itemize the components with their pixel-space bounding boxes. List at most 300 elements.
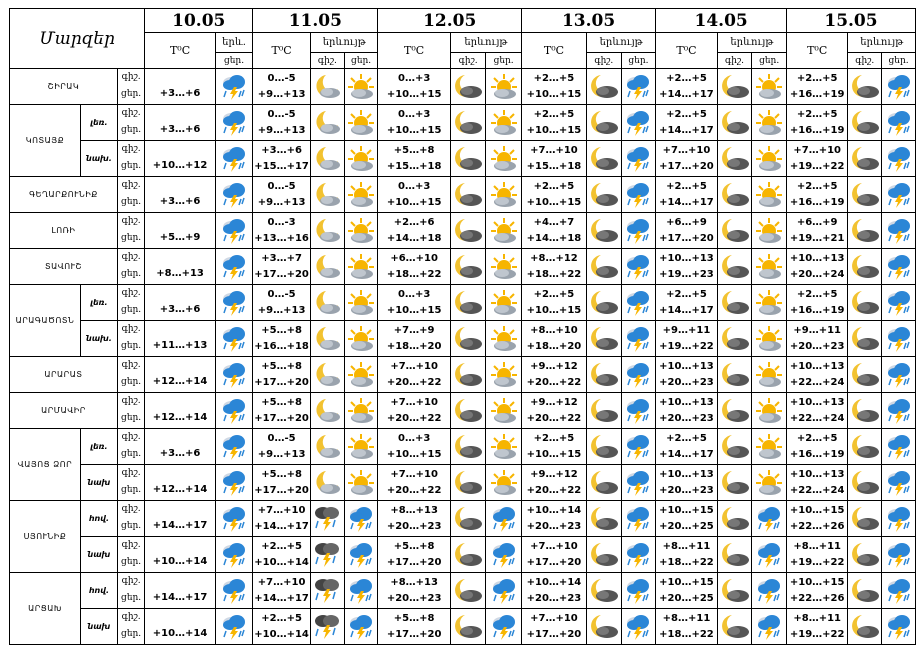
sun-behind-cloud-icon bbox=[486, 429, 522, 465]
night-temperature: +5…+8 bbox=[261, 324, 302, 336]
moon-dark-cloud-icon bbox=[586, 357, 621, 393]
day-temperature: +12…+14 bbox=[145, 465, 216, 501]
moon-dark-cloud-icon bbox=[450, 177, 486, 213]
cloud-rain-lightning-icon bbox=[882, 609, 916, 645]
forecast-row bbox=[10, 429, 916, 465]
sun-behind-cloud-icon bbox=[486, 105, 522, 141]
night-temperature: +7…+10 bbox=[390, 360, 438, 372]
day-temperature: +20…+23 bbox=[386, 520, 442, 532]
day-label: ցեր. bbox=[121, 197, 142, 207]
forecast-row bbox=[10, 141, 916, 177]
day-temperature: +12…+14 bbox=[145, 393, 216, 429]
day-temperature: +10…+15 bbox=[386, 448, 442, 460]
day-temperature: +20…+24 bbox=[789, 268, 845, 280]
cloud-rain-lightning-icon bbox=[621, 69, 656, 105]
night-temperature: +5…+8 bbox=[261, 468, 302, 480]
cloud-rain-lightning-icon bbox=[215, 141, 252, 177]
moon-behind-cloud-icon bbox=[310, 321, 344, 357]
cloud-rain-lightning-icon bbox=[215, 537, 252, 573]
day-temperature: +13…+16 bbox=[254, 232, 309, 244]
moon-behind-cloud-icon bbox=[310, 429, 344, 465]
day-temperature: +3…+6 bbox=[145, 105, 216, 141]
moon-dark-cloud-icon bbox=[586, 573, 621, 609]
sun-behind-cloud-icon bbox=[486, 141, 522, 177]
cloud-rain-lightning-icon bbox=[621, 285, 656, 321]
cloud-rain-lightning-icon bbox=[621, 213, 656, 249]
moon-behind-cloud-icon bbox=[310, 213, 344, 249]
cloud-rain-lightning-icon bbox=[882, 69, 916, 105]
temperature-range bbox=[656, 465, 717, 501]
forecast-row bbox=[10, 357, 916, 393]
temperature-range bbox=[656, 393, 717, 429]
moon-dark-cloud-icon bbox=[717, 609, 752, 645]
cloud-rain-lightning-icon bbox=[621, 249, 656, 285]
cloud-rain-lightning-icon bbox=[344, 609, 378, 645]
sun-behind-cloud-icon bbox=[486, 321, 522, 357]
cloud-rain-lightning-icon bbox=[486, 501, 522, 537]
day-temperature: +17…+20 bbox=[659, 232, 714, 244]
temperature-range bbox=[521, 249, 586, 285]
moon-dark-cloud-icon bbox=[586, 69, 621, 105]
temperature-range bbox=[378, 609, 450, 645]
moon-dark-cloud-icon bbox=[450, 213, 486, 249]
cloud-rain-lightning-icon bbox=[882, 429, 916, 465]
day-temperature: +10…+14 bbox=[254, 628, 309, 640]
temperature-range bbox=[253, 321, 311, 357]
moon-dark-cloud-icon bbox=[586, 465, 621, 501]
night-temperature: 0…-3 bbox=[267, 216, 296, 228]
moon-dark-cloud-icon bbox=[586, 429, 621, 465]
temperature-range bbox=[378, 429, 450, 465]
moon-dark-cloud-icon bbox=[717, 105, 752, 141]
day-temperature: +9…+13 bbox=[257, 196, 306, 208]
sun-behind-cloud-icon bbox=[752, 105, 787, 141]
temperature-range bbox=[378, 213, 450, 249]
day-temperature: +10…+15 bbox=[526, 124, 582, 136]
day-temperature: +17…+20 bbox=[659, 160, 714, 172]
cloud-rain-lightning-icon bbox=[215, 501, 252, 537]
night-temperature: +8…+11 bbox=[662, 540, 711, 552]
day-temperature: +17…+20 bbox=[254, 268, 309, 280]
temperature-range bbox=[378, 69, 450, 105]
day-temperature: +20…+23 bbox=[789, 340, 845, 352]
night-temperature: +6…+9 bbox=[666, 216, 707, 228]
region-name: ԱՐՄԱՎԻՐ bbox=[10, 393, 118, 429]
sun-behind-cloud-icon bbox=[752, 249, 787, 285]
moon-dark-cloud-icon bbox=[450, 321, 486, 357]
moon-behind-cloud-icon bbox=[310, 393, 344, 429]
moon-dark-cloud-icon bbox=[717, 357, 752, 393]
temperature-range bbox=[253, 357, 311, 393]
day-temperature: +8…+13 bbox=[145, 249, 216, 285]
forecast-row bbox=[10, 393, 916, 429]
night-day-labels bbox=[117, 105, 144, 141]
moon-behind-cloud-icon bbox=[310, 69, 344, 105]
night-temperature: +2…+5 bbox=[261, 540, 302, 552]
thundercloud-rain-icon bbox=[310, 573, 344, 609]
day-temperature: +19…+22 bbox=[659, 340, 714, 352]
night-day-labels bbox=[117, 141, 144, 177]
cloud-rain-lightning-icon bbox=[215, 609, 252, 645]
moon-dark-cloud-icon bbox=[848, 357, 882, 393]
temperature-range bbox=[656, 573, 717, 609]
day-temperature: +14…+17 bbox=[145, 501, 216, 537]
temperature-range bbox=[786, 609, 847, 645]
night-temperature: +10…+13 bbox=[659, 252, 714, 264]
date-header: 13.05 bbox=[521, 9, 655, 33]
temperature-range bbox=[656, 429, 717, 465]
night-temperature: +7…+10 bbox=[530, 144, 578, 156]
day-temperature: +9…+13 bbox=[257, 124, 306, 136]
cloud-rain-lightning-icon bbox=[621, 141, 656, 177]
day-temperature: +19…+22 bbox=[789, 628, 845, 640]
day-temperature: +9…+13 bbox=[257, 448, 306, 460]
forecast-table-wrap bbox=[9, 8, 916, 645]
cloud-rain-lightning-icon bbox=[215, 465, 252, 501]
night-temperature: +9…+12 bbox=[530, 468, 578, 480]
cloud-rain-lightning-icon bbox=[215, 69, 252, 105]
temperature-range bbox=[378, 573, 450, 609]
temperature-range bbox=[253, 177, 311, 213]
cloud-rain-lightning-icon bbox=[882, 249, 916, 285]
day-temperature: +17…+20 bbox=[526, 628, 582, 640]
moon-dark-cloud-icon bbox=[848, 69, 882, 105]
day-temperature: +15…+18 bbox=[526, 160, 582, 172]
cloud-rain-lightning-icon bbox=[621, 357, 656, 393]
day-temperature: +3…+6 bbox=[145, 429, 216, 465]
temperature-range bbox=[253, 609, 311, 645]
cloud-rain-lightning-icon bbox=[752, 537, 787, 573]
sun-behind-cloud-icon bbox=[752, 141, 787, 177]
night-temperature: +2…+5 bbox=[533, 108, 575, 120]
night-temperature: +5…+8 bbox=[261, 360, 302, 372]
temperature-range bbox=[656, 105, 717, 141]
date-header: 14.05 bbox=[656, 9, 787, 33]
sun-behind-cloud-icon bbox=[752, 69, 787, 105]
temperature-range bbox=[253, 105, 311, 141]
night-temperature: +7…+10 bbox=[390, 468, 438, 480]
moon-dark-cloud-icon bbox=[848, 429, 882, 465]
temperature-range bbox=[378, 285, 450, 321]
day-subheader: ցեր. bbox=[344, 53, 378, 69]
night-temperature: 0…-5 bbox=[267, 108, 296, 120]
temperature-range bbox=[378, 501, 450, 537]
night-temperature: +10…+13 bbox=[789, 468, 845, 480]
temp-header: T⁰C bbox=[521, 33, 586, 69]
moon-dark-cloud-icon bbox=[450, 393, 486, 429]
day-temperature: +18…+20 bbox=[526, 340, 582, 352]
temperature-range bbox=[521, 609, 586, 645]
night-temperature: 0…+3 bbox=[397, 432, 431, 444]
day-temperature: +14…+18 bbox=[526, 232, 582, 244]
forecast-row bbox=[10, 609, 916, 645]
cloud-rain-lightning-icon bbox=[215, 213, 252, 249]
moon-dark-cloud-icon bbox=[717, 69, 752, 105]
day-temperature: +22…+26 bbox=[789, 592, 845, 604]
night-temperature: +9…+12 bbox=[530, 360, 578, 372]
night-temperature: +2…+5 bbox=[796, 72, 838, 84]
forecast-row bbox=[10, 69, 916, 105]
region-name: ՏԱՎՈՒՇ bbox=[10, 249, 118, 285]
forecast-row bbox=[10, 249, 916, 285]
sun-behind-cloud-icon bbox=[752, 357, 787, 393]
day-subheader: ցեր. bbox=[752, 53, 787, 69]
zone-label: հով. bbox=[80, 501, 117, 537]
night-temperature: +8…+12 bbox=[530, 252, 578, 264]
night-label: գիշ. bbox=[121, 432, 141, 442]
day-temperature: +10…+15 bbox=[526, 304, 582, 316]
night-temperature: +2…+5 bbox=[533, 180, 575, 192]
night-temperature: +7…+10 bbox=[793, 144, 841, 156]
temperature-range bbox=[253, 393, 311, 429]
sun-behind-cloud-icon bbox=[344, 429, 378, 465]
night-temperature: +5…+8 bbox=[261, 396, 302, 408]
day-label: ցեր. bbox=[121, 125, 142, 135]
day-label: ցեր. bbox=[121, 305, 142, 315]
day-temperature: +20…+23 bbox=[386, 592, 442, 604]
region-name: ՇԻՐԱԿ bbox=[10, 69, 118, 105]
temperature-range bbox=[786, 285, 847, 321]
day-temperature: +14…+17 bbox=[659, 196, 714, 208]
moon-dark-cloud-icon bbox=[586, 105, 621, 141]
day-temperature: +9…+13 bbox=[257, 304, 306, 316]
day-temperature: +20…+23 bbox=[526, 592, 582, 604]
night-temperature: +10…+15 bbox=[789, 576, 845, 588]
forecast-row bbox=[10, 465, 916, 501]
moon-dark-cloud-icon bbox=[848, 573, 882, 609]
temp-header: T⁰C bbox=[378, 33, 450, 69]
night-temperature: +10…+13 bbox=[789, 360, 845, 372]
temperature-range bbox=[521, 393, 586, 429]
night-temperature: 0…+3 bbox=[397, 72, 431, 84]
sun-behind-cloud-icon bbox=[486, 213, 522, 249]
moon-behind-cloud-icon bbox=[310, 141, 344, 177]
night-temperature: +2…+5 bbox=[666, 432, 707, 444]
sun-behind-cloud-icon bbox=[752, 213, 787, 249]
temperature-range bbox=[521, 537, 586, 573]
regions-header: Մարզեր bbox=[10, 9, 145, 69]
day-temperature: +18…+22 bbox=[659, 628, 714, 640]
day-temperature: +5…+9 bbox=[145, 213, 216, 249]
temperature-range bbox=[656, 609, 717, 645]
night-subheader: գիշ. bbox=[310, 53, 344, 69]
weather-header: երև. bbox=[215, 33, 252, 53]
day-temperature: +17…+20 bbox=[386, 628, 442, 640]
zone-label: հով. bbox=[80, 573, 117, 609]
moon-dark-cloud-icon bbox=[848, 393, 882, 429]
moon-dark-cloud-icon bbox=[586, 249, 621, 285]
day-temperature: +20…+23 bbox=[659, 484, 714, 496]
day-temperature: +16…+19 bbox=[789, 88, 845, 100]
day-temperature: +19…+23 bbox=[659, 268, 714, 280]
moon-behind-cloud-icon bbox=[310, 177, 344, 213]
temp-header: T⁰C bbox=[145, 33, 216, 69]
night-day-labels bbox=[117, 573, 144, 609]
moon-dark-cloud-icon bbox=[450, 141, 486, 177]
night-day-labels bbox=[117, 393, 144, 429]
night-temperature: +8…+10 bbox=[530, 324, 578, 336]
moon-dark-cloud-icon bbox=[586, 537, 621, 573]
day-temperature: +18…+22 bbox=[386, 268, 442, 280]
sun-behind-cloud-icon bbox=[344, 321, 378, 357]
zone-label: լեռ. bbox=[80, 105, 117, 141]
day-label: ցեր. bbox=[121, 485, 142, 495]
sun-behind-cloud-icon bbox=[486, 249, 522, 285]
sun-behind-cloud-icon bbox=[486, 465, 522, 501]
temperature-range bbox=[253, 465, 311, 501]
moon-behind-cloud-icon bbox=[310, 285, 344, 321]
sun-behind-cloud-icon bbox=[752, 321, 787, 357]
day-temperature: +11…+13 bbox=[145, 321, 216, 357]
moon-dark-cloud-icon bbox=[717, 393, 752, 429]
region-name: ԳԵՂԱՐՔՈՒՆԻՔ bbox=[10, 177, 118, 213]
night-subheader: գիշ. bbox=[450, 53, 486, 69]
cloud-rain-lightning-icon bbox=[621, 609, 656, 645]
day-temperature: +17…+20 bbox=[254, 376, 309, 388]
night-day-labels bbox=[117, 321, 144, 357]
night-label: գիշ. bbox=[121, 180, 141, 190]
temperature-range bbox=[656, 249, 717, 285]
temp-header: T⁰C bbox=[656, 33, 717, 69]
thundercloud-rain-icon bbox=[310, 609, 344, 645]
cloud-rain-lightning-icon bbox=[882, 393, 916, 429]
night-day-labels bbox=[117, 213, 144, 249]
moon-dark-cloud-icon bbox=[586, 501, 621, 537]
moon-dark-cloud-icon bbox=[450, 573, 486, 609]
night-temperature: +2…+5 bbox=[533, 432, 575, 444]
cloud-rain-lightning-icon bbox=[882, 105, 916, 141]
night-temperature: +2…+5 bbox=[666, 72, 707, 84]
moon-dark-cloud-icon bbox=[450, 609, 486, 645]
forecast-row bbox=[10, 321, 916, 357]
sun-behind-cloud-icon bbox=[344, 393, 378, 429]
cloud-rain-lightning-icon bbox=[215, 393, 252, 429]
moon-dark-cloud-icon bbox=[450, 465, 486, 501]
sun-behind-cloud-icon bbox=[486, 357, 522, 393]
moon-dark-cloud-icon bbox=[717, 465, 752, 501]
moon-dark-cloud-icon bbox=[717, 141, 752, 177]
cloud-rain-lightning-icon bbox=[215, 105, 252, 141]
night-temperature: +7…+10 bbox=[257, 504, 306, 516]
temperature-range bbox=[253, 213, 311, 249]
day-temperature: +14…+17 bbox=[659, 124, 714, 136]
night-temperature: +7…+10 bbox=[530, 612, 578, 624]
moon-dark-cloud-icon bbox=[586, 285, 621, 321]
day-label: ցեր. bbox=[121, 449, 142, 459]
sun-behind-cloud-icon bbox=[344, 141, 378, 177]
day-label: ցեր. bbox=[121, 377, 142, 387]
night-temperature: +3…+6 bbox=[261, 144, 302, 156]
cloud-rain-lightning-icon bbox=[621, 321, 656, 357]
cloud-rain-lightning-icon bbox=[215, 321, 252, 357]
night-temperature: 0…-5 bbox=[267, 180, 296, 192]
night-temperature: +2…+5 bbox=[261, 612, 302, 624]
cloud-rain-lightning-icon bbox=[882, 321, 916, 357]
night-label: գիշ. bbox=[121, 540, 141, 550]
moon-dark-cloud-icon bbox=[717, 573, 752, 609]
cloud-rain-lightning-icon bbox=[882, 141, 916, 177]
night-temperature: +10…+15 bbox=[659, 504, 714, 516]
temperature-range bbox=[786, 393, 847, 429]
sun-behind-cloud-icon bbox=[344, 285, 378, 321]
day-label: ցեր. bbox=[121, 521, 142, 531]
temperature-range bbox=[378, 357, 450, 393]
sun-behind-cloud-icon bbox=[752, 285, 787, 321]
sun-behind-cloud-icon bbox=[486, 69, 522, 105]
night-temperature: +7…+10 bbox=[257, 576, 306, 588]
day-temperature: +20…+22 bbox=[386, 412, 442, 424]
region-name: ՎԱՅՈՑ ՁՈՐ bbox=[10, 429, 81, 501]
temperature-range bbox=[786, 501, 847, 537]
forecast-row bbox=[10, 177, 916, 213]
zone-label: նախ. bbox=[80, 141, 117, 177]
moon-behind-cloud-icon bbox=[310, 249, 344, 285]
temperature-range bbox=[656, 177, 717, 213]
night-day-labels bbox=[117, 69, 144, 105]
temperature-range bbox=[521, 501, 586, 537]
temperature-range bbox=[656, 321, 717, 357]
day-temperature: +17…+20 bbox=[254, 484, 309, 496]
temperature-range bbox=[786, 357, 847, 393]
forecast-row bbox=[10, 501, 916, 537]
moon-dark-cloud-icon bbox=[848, 609, 882, 645]
cloud-rain-lightning-icon bbox=[486, 609, 522, 645]
day-temperature: +16…+19 bbox=[789, 196, 845, 208]
temperature-range bbox=[253, 573, 311, 609]
sun-behind-cloud-icon bbox=[344, 69, 378, 105]
cloud-rain-lightning-icon bbox=[215, 285, 252, 321]
night-label: գիշ. bbox=[121, 468, 141, 478]
zone-label: նախ bbox=[80, 609, 117, 645]
night-temperature: +10…+14 bbox=[526, 576, 582, 588]
temperature-range bbox=[253, 537, 311, 573]
temperature-range bbox=[253, 501, 311, 537]
moon-dark-cloud-icon bbox=[450, 69, 486, 105]
day-temperature: +14…+17 bbox=[254, 592, 309, 604]
night-day-labels bbox=[117, 429, 144, 465]
day-temperature: +10…+15 bbox=[526, 88, 582, 100]
night-temperature: +2…+5 bbox=[533, 288, 575, 300]
day-temperature: +18…+22 bbox=[659, 556, 714, 568]
day-temperature: +15…+17 bbox=[254, 160, 309, 172]
night-label: գիշ. bbox=[121, 504, 141, 514]
temperature-range bbox=[378, 105, 450, 141]
day-temperature: +20…+22 bbox=[386, 484, 442, 496]
cloud-rain-lightning-icon bbox=[344, 573, 378, 609]
night-temperature: 0…-5 bbox=[267, 288, 296, 300]
night-temperature: +2…+5 bbox=[666, 108, 707, 120]
cloud-rain-lightning-icon bbox=[882, 465, 916, 501]
night-day-labels bbox=[117, 177, 144, 213]
sun-behind-cloud-icon bbox=[344, 249, 378, 285]
day-temperature: +10…+15 bbox=[526, 448, 582, 460]
night-label: գիշ. bbox=[121, 612, 141, 622]
cloud-rain-lightning-icon bbox=[215, 177, 252, 213]
temperature-range bbox=[378, 141, 450, 177]
night-day-labels bbox=[117, 501, 144, 537]
night-temperature: +10…+13 bbox=[789, 252, 845, 264]
night-label: գիշ. bbox=[121, 576, 141, 586]
cloud-rain-lightning-icon bbox=[882, 501, 916, 537]
night-temperature: +3…+7 bbox=[261, 252, 302, 264]
temperature-range bbox=[656, 285, 717, 321]
zone-label: նախ bbox=[80, 537, 117, 573]
weather-header: երևույթ bbox=[717, 33, 786, 53]
temperature-range bbox=[521, 177, 586, 213]
weather-header: երևույթ bbox=[586, 33, 655, 53]
night-temperature: +8…+11 bbox=[793, 612, 841, 624]
night-temperature: 0…-5 bbox=[267, 72, 296, 84]
